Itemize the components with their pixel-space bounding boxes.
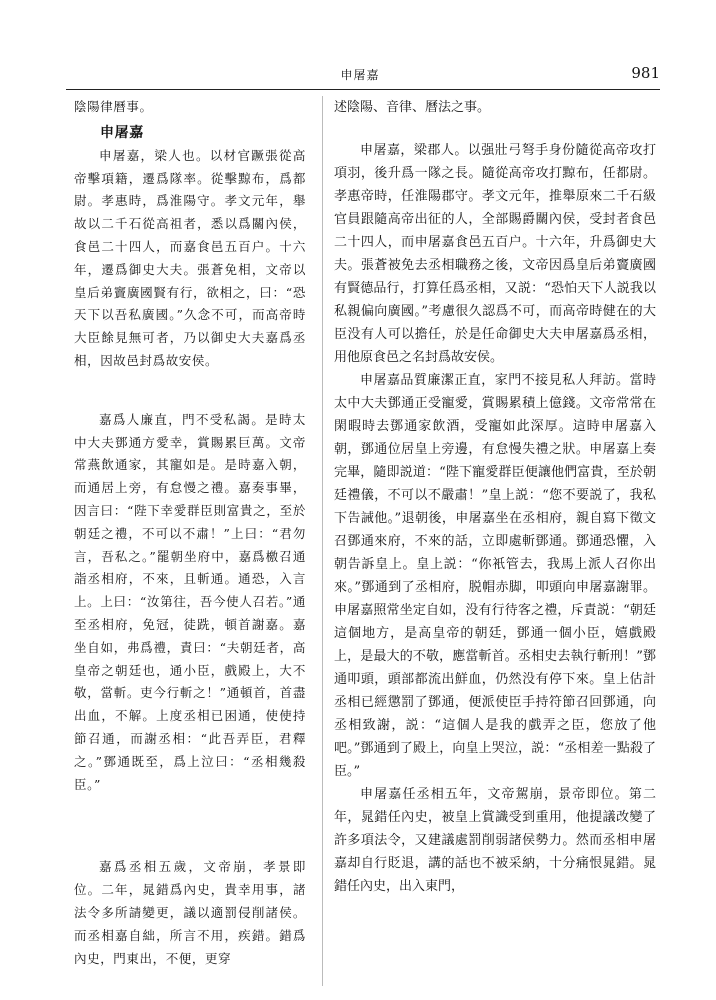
- original-top-line: 陰陽律曆事。: [74, 99, 153, 114]
- page-number: 981: [631, 64, 660, 82]
- original-text-column: [74, 96, 306, 970]
- translation-paragraph-2: 申屠嘉品質廉潔正直，家門不接見私人拜訪。當時太中大夫鄧通正受寵愛，賞賜累積上億錢。文帝常常在閑暇時去鄧通家飲酒，受寵如此深厚。這時申屠嘉入朝，鄧通位居皇上旁邊，有怠慢失禮之狀。申屠嘉上奏完畢，隨即説道：“陛下寵愛群臣便讓他們富貴，至於朝廷禮儀，不可以不嚴肅！”皇上説：“您不要説了，我私下告誡他。”退朝後，申屠嘉坐在丞相府，親自寫下徵文召鄧通來府，不來的話，立即處斬鄧通。鄧通恐懼，入朝告訴皇上。皇上説：“你衹管去，我馬上派人召你出來。”鄧通到了丞相府，脱帽赤脚，叩頭向申屠嘉謝罪。申屠嘉照常坐定自如，没有行待客之禮，斥責説：“朝廷這個地方，是高皇帝的朝廷，鄧通一個小臣，嬉戲殿上，是最大的不敬，應當斬首。丞相史去執行斬刑！”鄧通叩頭，頭部都流出鮮血，仍然没有停下來。皇上估計丞相已經懲罰了鄧通，便派使臣手持符節召回鄧通，向丞相致謝，説：“這個人是我的戲弄之臣，您放了他吧。”鄧通到了殿上，向皇上哭泣，説：“丞相差一點殺了臣。”: [334, 373, 656, 779]
- original-paragraph-2: 嘉爲人廉直，門不受私謁。是時太中大夫鄧通方愛幸，賞賜累巨萬。文帝常燕飲通家，其寵如是。是時嘉入朝，而通居上旁，有怠慢之禮。嘉奏事畢，因言曰：“陛下幸愛群臣則富貴之，至於朝廷之禮，不可以不肅！”上曰：“君勿言，吾私之。”罷朝坐府中，嘉爲檄召通詣丞相府，不來，且斬通。通恐，入言上。上曰：“汝第往，吾今使人召若。”通至丞相府，免冠，徒跣，頓首謝嘉。嘉坐自如，弗爲禮，責曰：“夫朝廷者，高皇帝之朝廷也，通小臣，戲殿上，大不敬，當斬。吏今行斬之！”通頓首，首盡出血，不解。上度丞相已困通，使使持節召通，而謝丞相：“此吾弄臣，君釋之。”鄧通既至，爲上泣曰：“丞相幾殺臣。”: [74, 411, 306, 792]
- running-title: 申屠嘉: [340, 68, 380, 82]
- column-divider: [322, 96, 323, 986]
- original-paragraph-3: 嘉爲丞相五歲，文帝崩，孝景即位。二年，晁錯爲內史，貴幸用事，諸法令多所請變更，議以適罰侵削諸侯。而丞相嘉自絀，所言不用，疾錯。錯爲內史，門東出，不便，更穿: [74, 859, 306, 966]
- page-header: [60, 62, 660, 90]
- header-rule: [66, 89, 660, 90]
- section-title: 申屠嘉: [100, 124, 144, 141]
- translation-paragraph-1: 申屠嘉，梁郡人。以强壯弓弩手身份隨從高帝攻打項羽，後升爲一隊之長。隨從高帝攻打黥布，任都尉。孝惠帝時，任淮陽郡守。孝文元年，推舉原來二千石級官員跟隨高帝出征的人，全部賜爵關內侯，受封者食邑二十四人，而申屠嘉食邑五百户。十六年，升爲御史大夫。張蒼被免去丞相職務之後，文帝因爲皇后弟竇廣國有賢德品行，打算任爲丞相，又説：“恐怕天下人説我以私親偏向廣國。”考慮很久認爲不可，而高帝時健在的大臣没有人可以擔任，於是任命御史大夫申屠嘉爲丞相，用他原食邑之名封爲故安侯。: [334, 143, 656, 365]
- translation-top-line: 述陰陽、音律、曆法之事。: [334, 100, 491, 115]
- translation-paragraph-3: 申屠嘉任丞相五年，文帝駕崩，景帝即位。第二年，晁錯任內史，被皇上賞識受到重用，他提議改變了許多項法令，又建議處罰削弱諸侯勢力。然而丞相申屠嘉却自行貶退，講的話也不被采納，十分痛恨晁錯。晁錯任內史，出入東門，: [334, 787, 656, 894]
- original-paragraph-1: 申屠嘉，梁人也。以材官蹶張從高帝擊項籍，遷爲隊率。從擊黥布，爲都尉。孝惠時，爲淮陽守。孝文元年，舉故以二千石從高祖者，悉以爲關內侯，食邑二十四人，而嘉食邑五百户。十六年，遷爲御史大夫。張蒼免相，文帝以皇后弟竇廣國賢有行，欲相之，曰：“恐天下以吾私廣國。”久念不可，而高帝時大臣餘見無可者，乃以御史大夫嘉爲丞相，因故邑封爲故安侯。: [74, 147, 306, 368]
- translation-column: [334, 96, 656, 898]
